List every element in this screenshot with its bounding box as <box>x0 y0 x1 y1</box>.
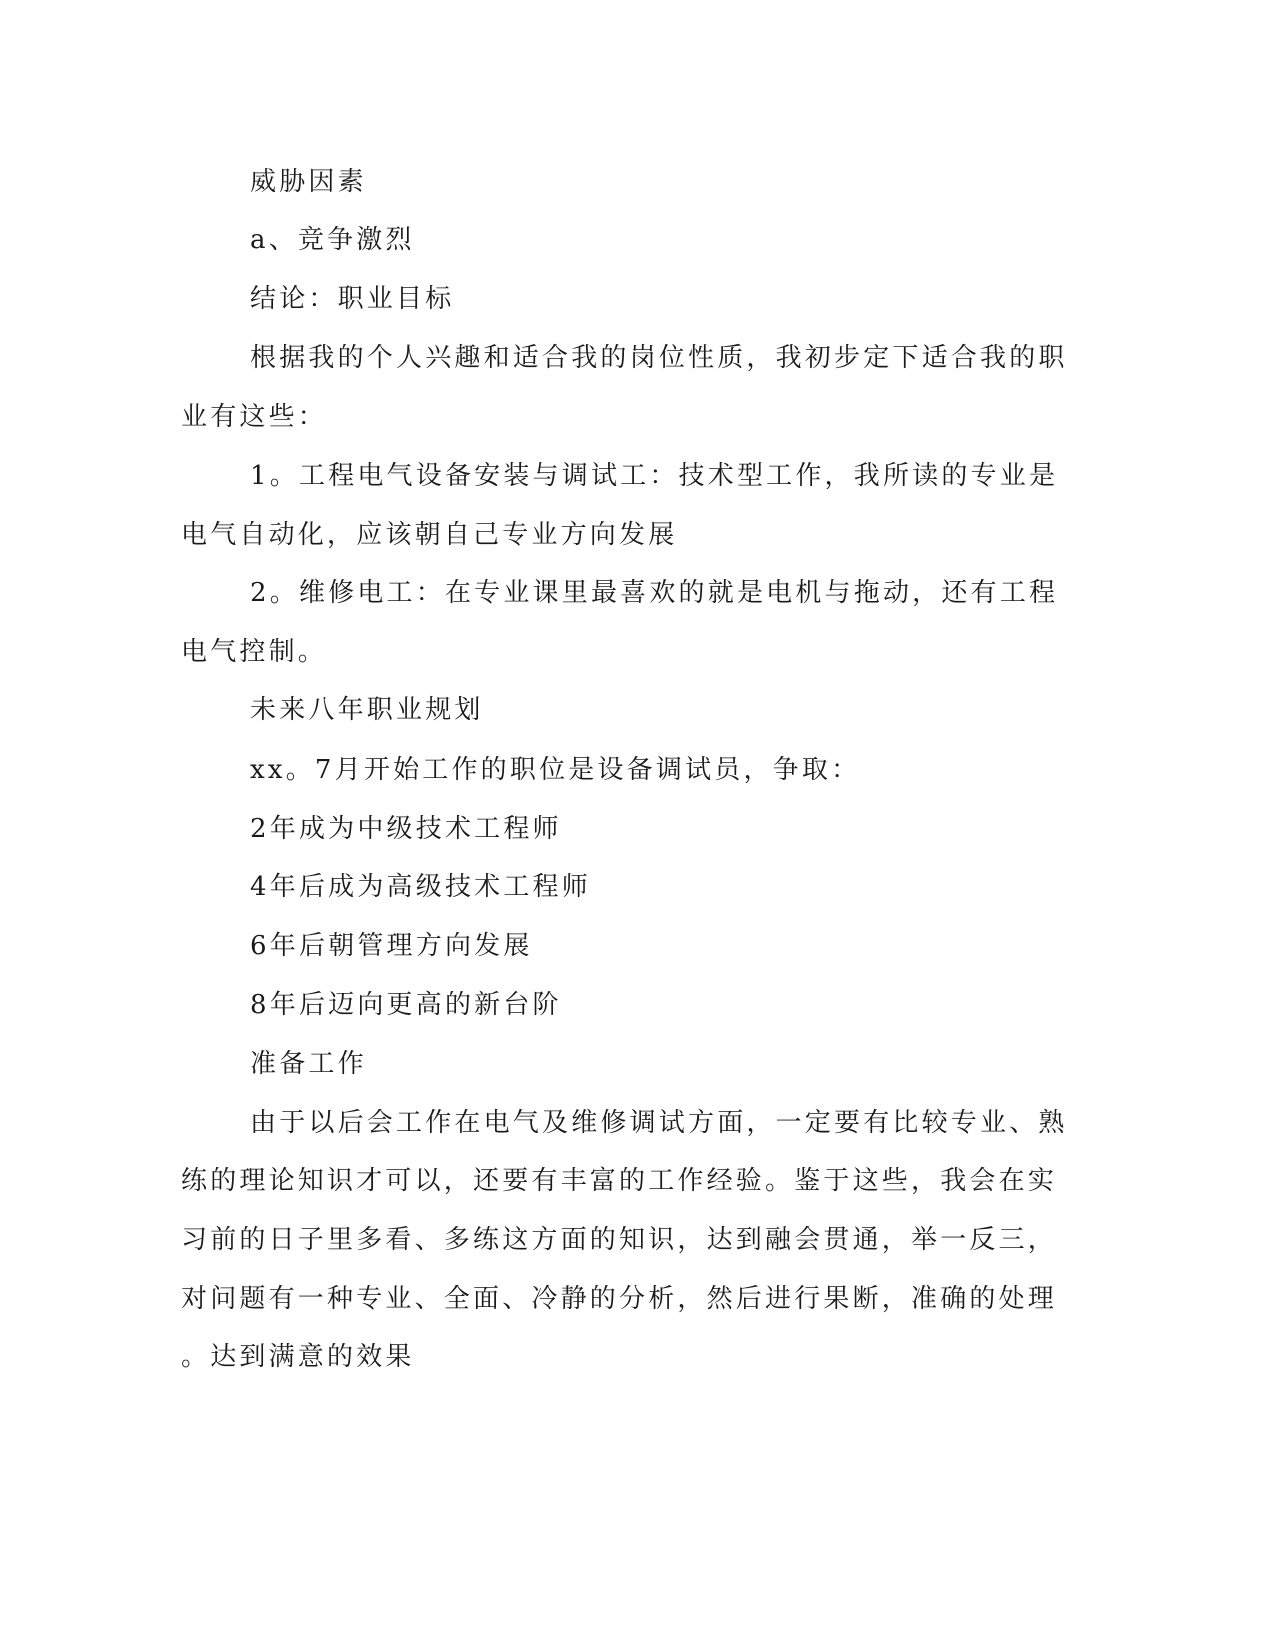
paragraph-career-intro-line-1: 根据我的个人兴趣和适合我的岗位性质，我初步定下适合我的职 <box>250 343 1068 373</box>
heading-threat-factors: 威胁因素 <box>250 167 367 197</box>
plan-start-position: xx。7月开始工作的职位是设备调试员，争取： <box>250 755 861 785</box>
heading-preparation: 准备工作 <box>250 1049 367 1079</box>
heading-eight-year-plan: 未来八年职业规划 <box>250 695 484 725</box>
paragraph-career-intro-line-2: 业有这些： <box>181 402 328 432</box>
career-option-1-line-1: 1。工程电气设备安装与调试工：技术型工作，我所读的专业是 <box>250 461 1059 491</box>
heading-conclusion-career-goal: 结论：职业目标 <box>250 284 455 314</box>
paragraph-preparation-line-1: 由于以后会工作在电气及维修调试方面，一定要有比较专业、熟 <box>250 1108 1068 1138</box>
threat-item-competition: a、竞争激烈 <box>250 225 415 255</box>
paragraph-preparation-line-4: 对问题有一种专业、全面、冷静的分析，然后进行果断，准确的处理 <box>181 1284 1058 1314</box>
plan-year-2: 2年成为中级技术工程师 <box>250 814 562 844</box>
plan-year-8: 8年后迈向更高的新台阶 <box>250 990 562 1020</box>
paragraph-preparation-line-5: 。达到满意的效果 <box>181 1342 415 1372</box>
paragraph-preparation-line-3: 习前的日子里多看、多练这方面的知识，达到融会贯通，举一反三， <box>181 1225 1058 1255</box>
career-option-2-line-1: 2。维修电工：在专业课里最喜欢的就是电机与拖动，还有工程 <box>250 578 1059 608</box>
plan-year-6: 6年后朝管理方向发展 <box>250 931 533 961</box>
career-option-1-line-2: 电气自动化，应该朝自己专业方向发展 <box>181 520 678 550</box>
paragraph-preparation-line-2: 练的理论知识才可以，还要有丰富的工作经验。鉴于这些，我会在实 <box>181 1166 1058 1196</box>
career-option-2-line-2: 电气控制。 <box>181 637 328 667</box>
plan-year-4: 4年后成为高级技术工程师 <box>250 872 591 902</box>
